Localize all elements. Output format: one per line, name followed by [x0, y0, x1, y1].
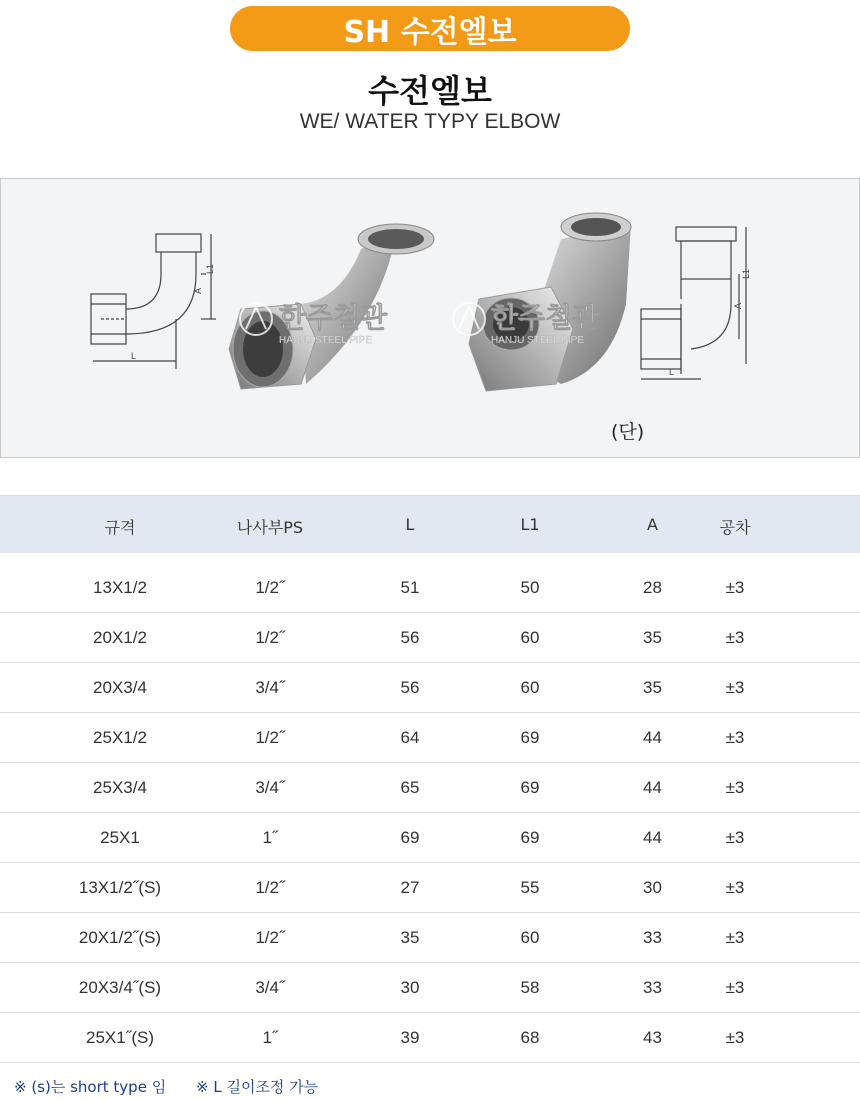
cell-tolerance: ±3: [725, 1028, 745, 1047]
product-illustration: [1, 179, 860, 459]
dim-l1-label-right: L1: [741, 268, 751, 279]
cell-a: 35: [643, 628, 662, 647]
cell-a: 33: [643, 978, 662, 997]
cell-l: 64: [400, 728, 420, 747]
cell-l: 51: [400, 578, 420, 597]
cell-l: 69: [400, 828, 420, 847]
cell-size: 20X3/4: [93, 678, 147, 697]
cell-a: 43: [643, 1028, 662, 1047]
cell-size: 25X1: [100, 828, 140, 847]
dim-l-label-right: L: [669, 367, 675, 377]
cell-size: 13X1/2˝(S): [78, 878, 162, 897]
cell-tolerance: ±3: [725, 728, 745, 747]
watermark-left-en: HANJU STEEL PIPE: [279, 335, 372, 346]
cell-tolerance: ±3: [725, 678, 745, 697]
variant-label: (단): [611, 421, 645, 443]
cell-l1: 69: [520, 778, 540, 797]
cell-tolerance: ±3: [725, 928, 745, 947]
cell-l: 65: [400, 778, 420, 797]
cell-ps: 1/2˝: [255, 628, 285, 647]
cell-a: 35: [643, 678, 662, 697]
table-row: [0, 663, 860, 713]
cell-l1: 60: [520, 628, 540, 647]
table-row: [0, 963, 860, 1013]
cell-a: 30: [643, 878, 662, 897]
dim-a-label: A: [193, 287, 203, 294]
page-title: 수전엘보: [368, 72, 492, 110]
cell-ps: 1/2˝: [255, 878, 285, 897]
cell-tolerance: ±3: [725, 828, 745, 847]
page-subtitle: WE/ WATER TYPY ELBOW: [299, 110, 561, 133]
cell-size: 20X1/2: [93, 628, 147, 647]
header-a: A: [647, 515, 658, 534]
cell-l: 56: [400, 678, 420, 697]
table-row: [0, 763, 860, 813]
footnote-short-type: ※ (s)는 short type 임: [14, 1078, 167, 1096]
watermark-left-ko: 한주철관: [279, 301, 388, 334]
cell-a: 28: [643, 578, 662, 597]
cell-size: 25X1˝(S): [85, 1028, 155, 1047]
table-row: [0, 713, 860, 763]
spec-table-header: [0, 495, 860, 553]
cell-tolerance: ±3: [725, 628, 745, 647]
header-l1: L1: [520, 515, 540, 534]
cell-l1: 69: [520, 728, 540, 747]
cell-a: 44: [643, 778, 662, 797]
cell-l: 39: [400, 1028, 420, 1047]
cell-ps: 3/4˝: [255, 678, 285, 697]
category-badge: SH 수전엘보: [230, 6, 630, 51]
drawing-right: [641, 227, 746, 379]
table-row: [0, 863, 860, 913]
table-row: [0, 813, 860, 863]
header-size: 규격: [104, 518, 136, 537]
table-row: [0, 563, 860, 613]
cell-l: 56: [400, 628, 420, 647]
cell-ps: 1/2˝: [255, 728, 285, 747]
header-ps: 나사부PS: [236, 518, 304, 537]
watermark-right-ko: 한주철관: [491, 301, 600, 334]
watermark-right-en: HANJU STEEL PIPE: [491, 335, 584, 346]
cell-ps: 1˝: [262, 828, 278, 847]
dim-a-label-right: A: [733, 302, 743, 309]
cell-l: 35: [400, 928, 420, 947]
cell-size: 20X3/4˝(S): [78, 978, 162, 997]
cell-l1: 55: [520, 878, 540, 897]
cell-l1: 50: [520, 578, 540, 597]
dim-l-label: L: [131, 351, 137, 361]
cell-ps: 1/2˝: [255, 928, 285, 947]
footnote-length-adjust: ※ L 길이조정 가능: [196, 1078, 319, 1096]
cell-l1: 60: [520, 678, 540, 697]
cell-ps: 3/4˝: [255, 978, 285, 997]
table-row: [0, 613, 860, 663]
cell-tolerance: ±3: [725, 978, 745, 997]
cell-l1: 69: [520, 828, 540, 847]
cell-size: 13X1/2: [93, 578, 147, 597]
header-tolerance: 공차: [719, 518, 751, 537]
cell-ps: 1˝: [262, 1028, 278, 1047]
cell-l1: 60: [520, 928, 540, 947]
cell-l: 30: [400, 978, 420, 997]
dim-l1-label: L1: [205, 263, 215, 274]
drawing-left: [91, 234, 216, 369]
product-figure: [0, 178, 860, 458]
cell-l1: 58: [520, 978, 540, 997]
cell-tolerance: ±3: [725, 578, 745, 597]
cell-tolerance: ±3: [725, 778, 745, 797]
header-l: L: [405, 515, 415, 534]
cell-ps: 1/2˝: [255, 578, 285, 597]
cell-tolerance: ±3: [725, 878, 745, 897]
table-row: [0, 1013, 860, 1063]
cell-size: 20X1/2˝(S): [78, 928, 162, 947]
table-row: [0, 913, 860, 963]
cell-size: 25X1/2: [93, 728, 147, 747]
cell-size: 25X3/4: [93, 778, 147, 797]
cell-a: 44: [643, 728, 662, 747]
cell-ps: 3/4˝: [255, 778, 285, 797]
cell-l1: 68: [520, 1028, 540, 1047]
cell-a: 33: [643, 928, 662, 947]
cell-a: 44: [643, 828, 662, 847]
cell-l: 27: [400, 878, 420, 897]
